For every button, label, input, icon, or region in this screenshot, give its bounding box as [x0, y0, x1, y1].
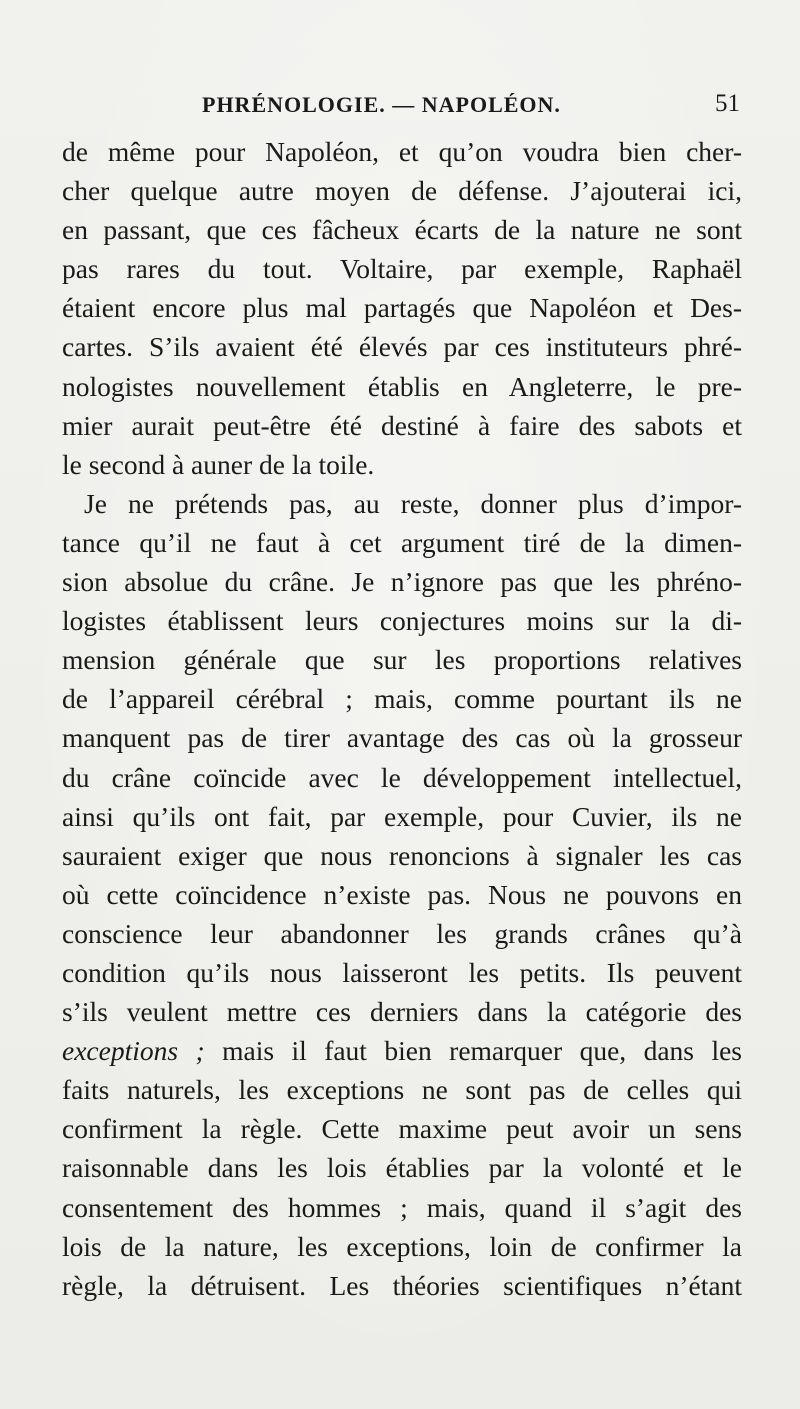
text-line: logistes établissent leurs conjectures moins sur la di-: [62, 605, 742, 637]
text-line: pas rares du tout. Voltaire, par exemple, Raphaël: [62, 253, 742, 285]
text-line: étaient encore plus mal partagés que Napoléon et Des-: [62, 292, 742, 324]
text-line: s’ils veulent mettre ces derniers dans la catégorie des: [62, 996, 742, 1028]
text-line: lois de la nature, les exceptions, loin de confirmer la: [62, 1230, 742, 1262]
text-line: ainsi qu’ils ont fait, par exemple, pour Cuvier, ils ne: [62, 800, 742, 832]
text-line: mier aurait peut-être été destiné à faire des sabots et: [62, 409, 742, 441]
text-line: de l’appareil cérébral ; mais, comme pourtant ils ne: [62, 683, 742, 715]
running-title: PHRÉNOLOGIE. — NAPOLÉON.: [202, 92, 561, 117]
text-line: règle, la détruisent. Les théories scientifiques n’étant: [62, 1269, 742, 1301]
page-number: 51: [715, 90, 740, 117]
text-line: où cette coïncidence n’existe pas. Nous ne pouvons en: [62, 878, 742, 910]
italic-word: exceptions ;: [62, 1035, 205, 1067]
text-line: consentement des hommes ; mais, quand il s’agit des: [62, 1191, 742, 1223]
text-line: condition qu’ils nous laisseront les petits. Ils peuvent: [62, 956, 742, 988]
body-text: [62, 132, 742, 1305]
text-line: confirment la règle. Cette maxime peut avoir un sens: [62, 1113, 742, 1145]
text-line: de même pour Napoléon, et qu’on voudra bien cher-: [62, 136, 742, 167]
text-line: cartes. S’ils avaient été élevés par ces instituteurs phré-: [62, 331, 742, 363]
text-line: tance qu’il ne faut à cet argument tiré de la dimen-: [62, 526, 742, 558]
text-line-rest: mais il faut bien remarquer que, dans les: [222, 1035, 742, 1067]
text-line: du crâne coïncide avec le développement intellectuel,: [62, 761, 742, 793]
text-line: cher quelque autre moyen de défense. J’ajouterai ici,: [62, 175, 742, 207]
text-line: sion absolue du crâne. Je n’ignore pas que les phréno-: [62, 566, 742, 598]
text-line-with-italic: [62, 1031, 742, 1070]
text-line: en passant, que ces fâcheux écarts de la nature ne sont: [62, 214, 742, 246]
text-line: le second à auner de la toile.: [62, 448, 375, 480]
text-line: nologistes nouvellement établis en Angleterre, le pre-: [62, 370, 742, 402]
text-line: sauraient exiger que nous renoncions à signaler les cas: [62, 839, 742, 871]
text-line: faits naturels, les exceptions ne sont pas de celles qui: [62, 1074, 742, 1106]
text-line: manquent pas de tirer avantage des cas où la grosseur: [62, 722, 742, 754]
page-header: [62, 92, 742, 128]
text-line: conscience leur abandonner les grands crânes qu’à: [62, 917, 742, 949]
text-line: mension générale que sur les proportions relatives: [62, 644, 742, 676]
text-line: raisonnable dans les lois établies par la volonté et le: [62, 1152, 742, 1184]
text-line: Je ne prétends pas, au reste, donner plus d’impor-: [84, 487, 742, 519]
